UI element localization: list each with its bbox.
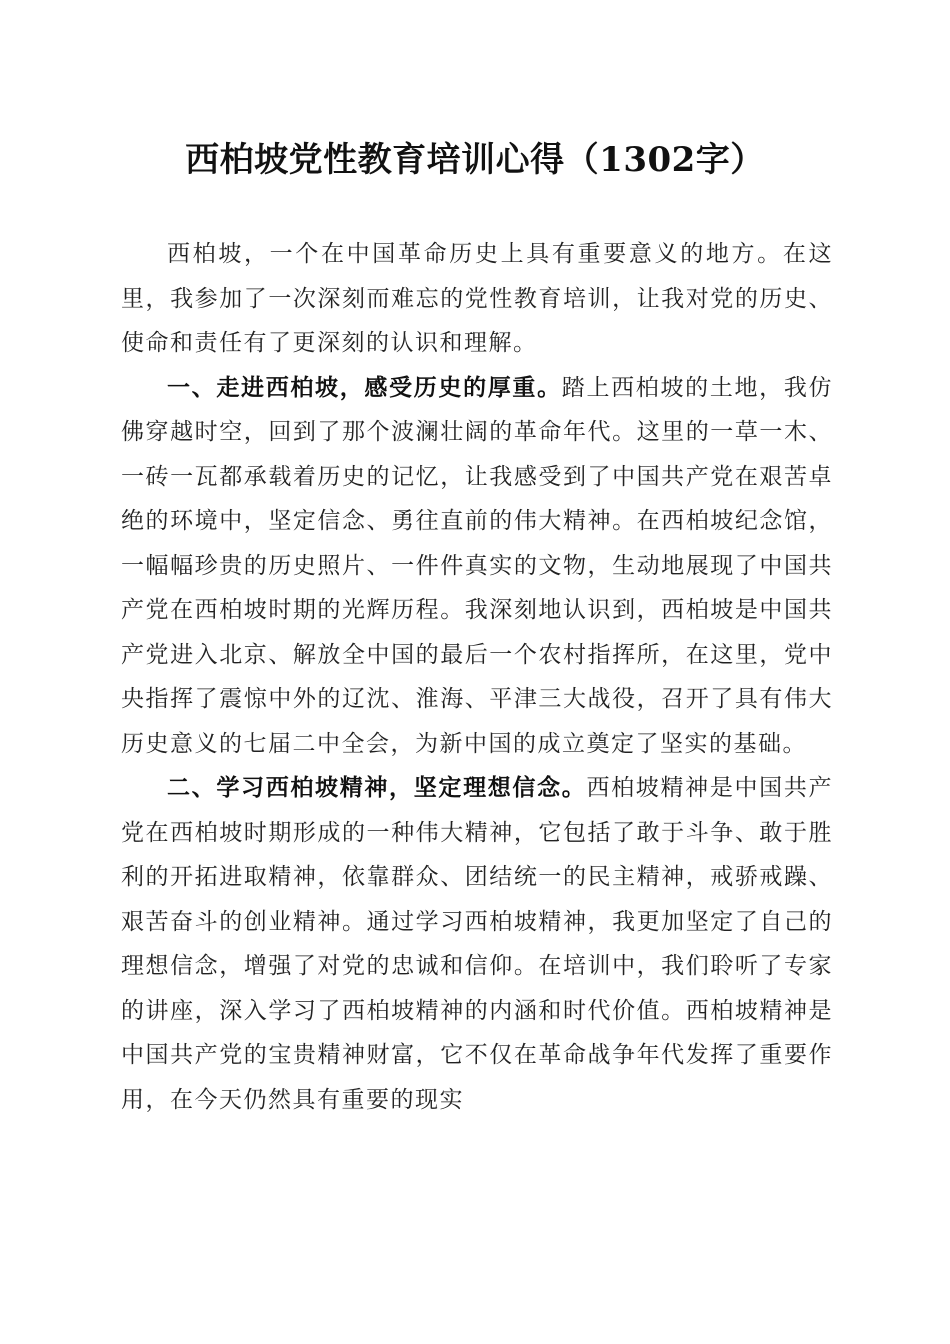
paragraph-text: 踏上西柏坡的土地，我仿佛穿越时空，回到了那个波澜壮阔的革命年代。这里的一草一木、一砖一瓦都承载着历史的记忆，让我感受到了中国共产党在艰苦卓绝的环境中，坚定信念、勇往直前的伟大精神。在西柏坡纪念馆，一幅幅珍贵的历史照片、一件件真实的文物，生动地展现了中国共产党在西柏坡时期的光辉历程。我深刻地认识到，西柏坡是中国共产党进入北京、解放全中国的最后一个农村指挥所，在这里，党中央指挥了震惊中外的辽沈、淮海、平津三大战役，召开了具有伟大历史意义的七届二中全会，为新中国的成立奠定了坚实的基础。 bbox=[121, 374, 834, 757]
paragraph-section-2 bbox=[121, 766, 833, 1122]
paragraph-intro bbox=[121, 232, 833, 366]
paragraph-section-1 bbox=[121, 366, 833, 767]
section-heading: 二、学习西柏坡精神，坚定理想信念。 bbox=[167, 775, 587, 801]
section-heading: 一、走进西柏坡，感受历史的厚重。 bbox=[167, 374, 562, 401]
paragraph-text: 西柏坡精神是中国共产党在西柏坡时期形成的一种伟大精神，它包括了敢于斗争、敢于胜利的开拓进取精神，依靠群众、团结统一的民主精神，戒骄戒躁、艰苦奋斗的创业精神。通过学习西柏坡精神，我更加坚定了自己的理想信念，增强了对党的忠诚和信仰。在培训中，我们聆听了专家的讲座，深入学习了西柏坡精神的内涵和时代价值。西柏坡精神是中国共产党的宝贵精神财富，它不仅在革命战争年代发挥了重要作用，在今天仍然具有重要的现实 bbox=[121, 775, 834, 1113]
document-body bbox=[121, 232, 833, 1122]
paragraph-text: 西柏坡，一个在中国革命历史上具有重要意义的地方。在这里，我参加了一次深刻而难忘的党性教育培训，让我对党的历史、使命和责任有了更深刻的认识和理解。 bbox=[121, 241, 833, 356]
document-title: 西柏坡党性教育培训心得（1302字） bbox=[185, 140, 765, 180]
